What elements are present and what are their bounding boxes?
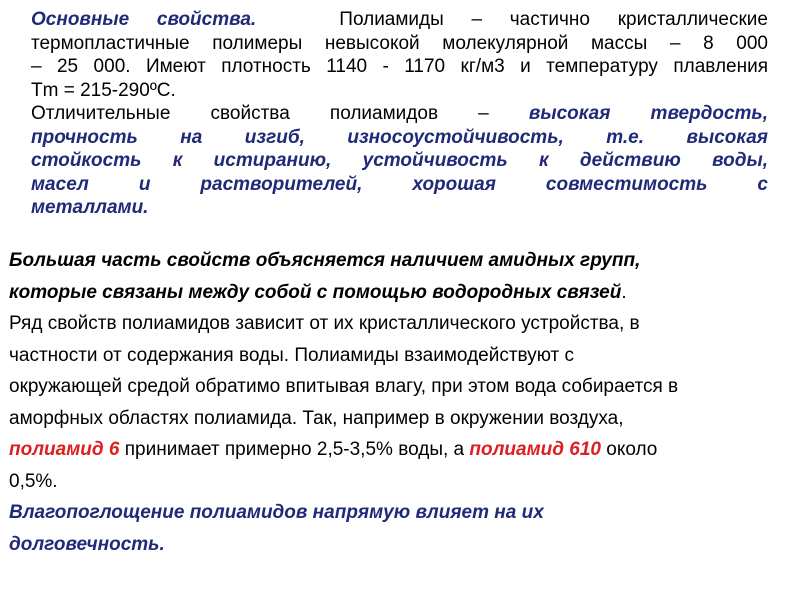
distinctive-line-5: металлами. bbox=[31, 197, 149, 218]
amide-groups-line-2-text: которые связаны между собой с помощью водородных связей bbox=[9, 281, 622, 303]
properties-line-4: Tm = 215-290ºС. bbox=[31, 79, 176, 101]
crystal-line-3: окружающей средой обратимо впитывая влагу, при этом вода собирается в bbox=[9, 376, 679, 397]
amide-groups-line-2-period: . bbox=[621, 281, 627, 303]
amide-groups-line-2 bbox=[9, 277, 791, 309]
distinctive-highlight-1: высокая твердость, bbox=[528, 103, 768, 124]
water-uptake-mid: принимает примерно 2,5-3,5% воды, а bbox=[119, 439, 470, 460]
distinctive-line-1 bbox=[31, 102, 768, 126]
distinctive-line-3: стойкость к истиранию, устойчивость к действию воды, bbox=[31, 150, 768, 171]
properties-block bbox=[31, 8, 768, 220]
properties-heading: Основные свойства. bbox=[31, 9, 257, 30]
conclusion-line-2: долговечность. bbox=[9, 533, 165, 555]
properties-line-3: – 25 000. Имеют плотность 1140 - 1170 кг/м3 и температуру плавления bbox=[31, 56, 768, 77]
water-uptake-line bbox=[9, 434, 791, 466]
properties-line-1 bbox=[31, 8, 768, 32]
polyamide-6-label: полиамид 6 bbox=[9, 439, 120, 460]
water-uptake-value: 0,5%. bbox=[9, 470, 58, 492]
conclusion-line-1: Влагопоглощение полиамидов напрямую влияет на их bbox=[9, 502, 544, 523]
properties-line-1-text: Полиамиды – частично кристаллические bbox=[339, 9, 768, 30]
distinctive-line-2: прочность на изгиб, износоустойчивость, т.е. высокая bbox=[31, 126, 768, 148]
distinctive-lead: Отличительные свойства полиамидов – bbox=[31, 103, 489, 124]
crystal-line-1: Ряд свойств полиамидов зависит от их кристаллического устройства, в bbox=[9, 313, 640, 334]
crystal-line-4: аморфных областях полиамида. Так, например в окружении воздуха, bbox=[9, 407, 624, 429]
water-uptake-end: около bbox=[600, 439, 658, 460]
crystal-line-2: частности от содержания воды. Полиамиды взаимодействуют с bbox=[9, 344, 575, 366]
amide-groups-line-1: Большая часть свойств объясняется наличием амидных групп, bbox=[9, 250, 641, 271]
distinctive-line-4: масел и растворителей, хорошая совместимость с bbox=[31, 173, 768, 195]
properties-line-2: термопластичные полимеры невысокой молекулярной массы – 8 000 bbox=[31, 32, 768, 54]
explanation-block bbox=[9, 245, 791, 560]
polyamide-610-label: полиамид 610 bbox=[469, 439, 601, 460]
